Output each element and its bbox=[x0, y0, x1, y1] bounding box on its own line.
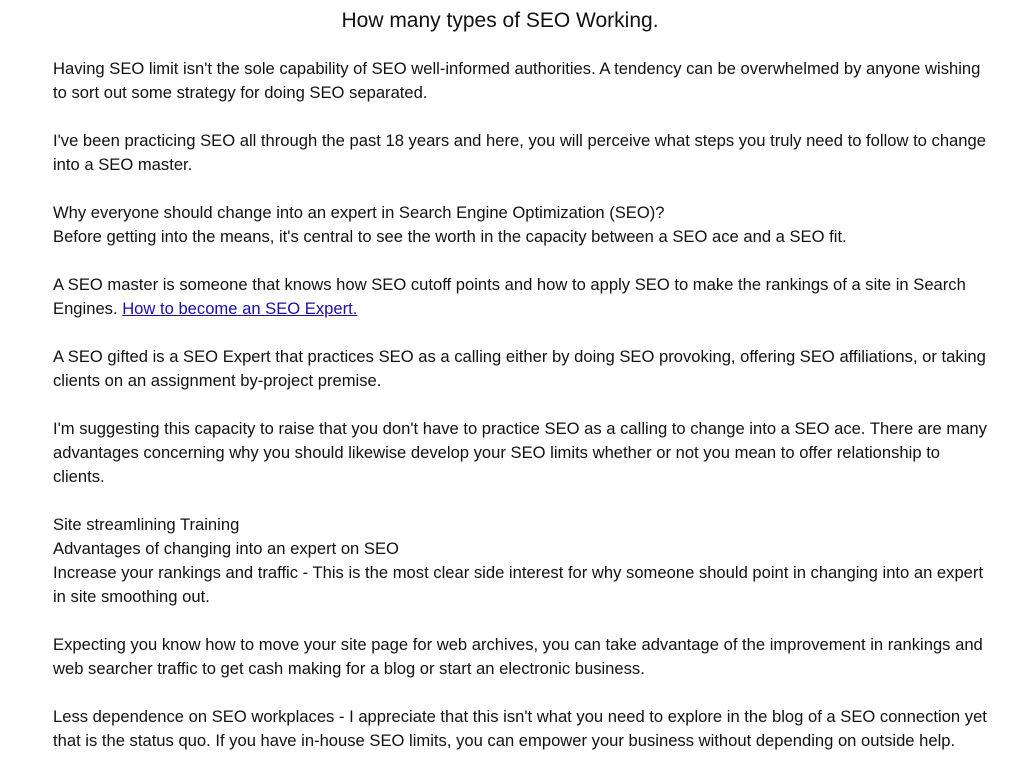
paragraph-practicing-seo: I've been practicing SEO all through the past 18 years and here, you will perceive what steps you truly need to follow to change into a SEO master. bbox=[53, 131, 986, 174]
paragraph-web-archives: Expecting you know how to move your site page for web archives, you can take advantage of the improvement in rankings and web searcher traffic to get cash making for a blog or start an electronic business. bbox=[53, 635, 983, 678]
paragraph-seo-gifted: A SEO gifted is a SEO Expert that practices SEO as a calling either by doing SEO provoking, offering SEO affiliations, or taking clients on an assignment by-project premise. bbox=[53, 347, 986, 390]
paragraph-less-dependence: Less dependence on SEO workplaces - I appreciate that this isn't what you need to explore in the blog of a SEO connection yet that is the status quo. If you have in-house SEO limits, you can empower your business without depending on outside help. bbox=[53, 707, 987, 750]
paragraph-seo-master bbox=[53, 273, 988, 321]
paragraph-training bbox=[53, 513, 988, 609]
paragraph-capacity: I'm suggesting this capacity to raise that you don't have to practice SEO as a calling to change into a SEO ace. There are many advantages concerning why you should likewise develop your SEO limits whether or not you mean to offer relationship to clients. bbox=[53, 419, 987, 486]
paragraph-why-expert bbox=[53, 201, 988, 249]
rankings-traffic-text: Increase your rankings and traffic - This is the most clear side interest for why someone should point in changing into an expert in site smoothing out. bbox=[53, 563, 984, 606]
advantages-heading: Advantages of changing into an expert on SEO bbox=[53, 539, 399, 558]
paragraph-seo-limit: Having SEO limit isn't the sole capability of SEO well-informed authorities. A tendency can be overwhelmed by anyone wishing to sort out some strategy for doing SEO separated. bbox=[53, 59, 981, 102]
seo-expert-link[interactable]: How to become an SEO Expert. bbox=[122, 299, 358, 318]
question-line: Why everyone should change into an expert in Search Engine Optimization (SEO)? bbox=[53, 203, 665, 222]
page-title: How many types of SEO Working. bbox=[341, 9, 659, 32]
article-body bbox=[53, 57, 988, 768]
training-heading: Site streamlining Training bbox=[53, 515, 240, 534]
distinction-line: Before getting into the means, it's central to see the worth in the capacity between a SEO ace and a SEO fit. bbox=[53, 227, 847, 246]
seo-master-text: A SEO master is someone that knows how SEO cutoff points and how to apply SEO to make the rankings of a site in Search Engines. bbox=[53, 275, 966, 318]
